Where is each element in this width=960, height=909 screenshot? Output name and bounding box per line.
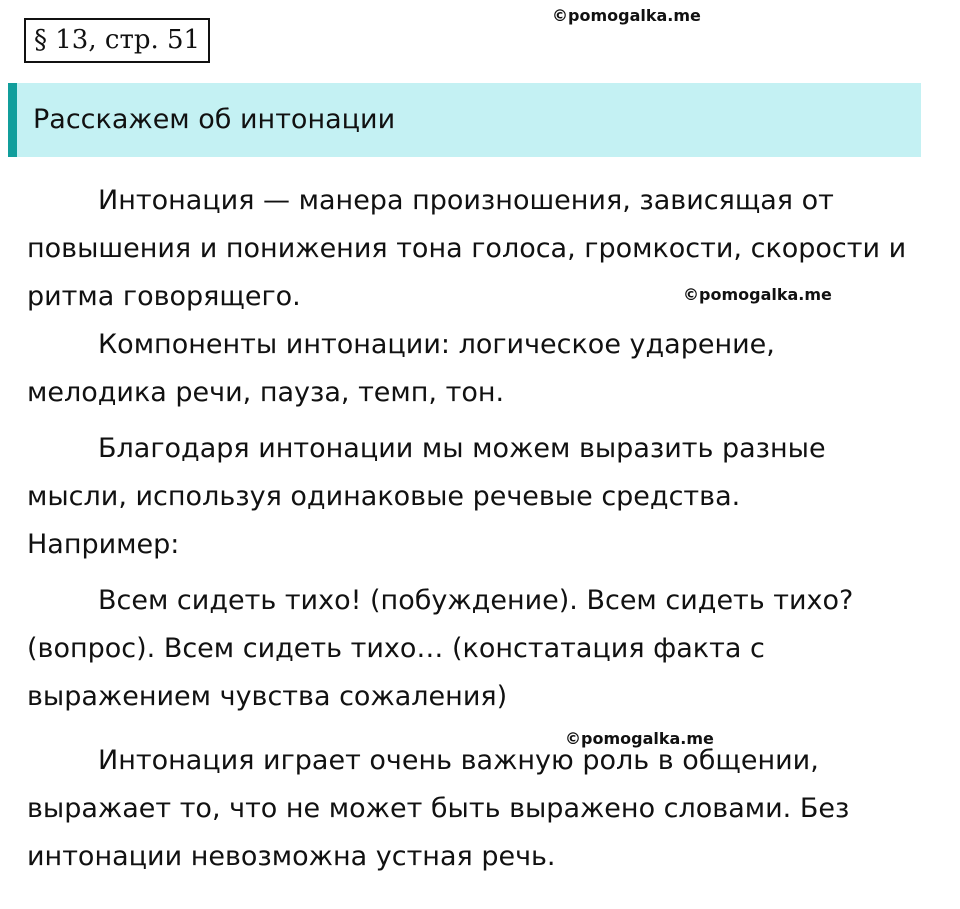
text-line: Интонация — манера произношения, зависящая от [98, 185, 834, 216]
paragraph-meaning [27, 425, 942, 569]
paragraph-definition [27, 177, 942, 321]
text-line: Всем сидеть тихо! (побуждение). Всем сидеть тихо? [98, 585, 854, 616]
paragraph-components [27, 321, 942, 417]
section-title: Расскажем об интонации [33, 104, 396, 135]
watermark-middle: ©pomogalka.me [683, 285, 832, 304]
paragraph-examples [27, 577, 942, 721]
body-text [27, 177, 942, 881]
text-line: Интонация играет очень важную роль в общении, [98, 745, 819, 776]
text-line: мысли, используя одинаковые речевые средства. [27, 481, 741, 512]
text-line: ритма говорящего. [27, 281, 301, 312]
watermark-lower: ©pomogalka.me [565, 729, 714, 748]
watermark-top: ©pomogalka.me [552, 6, 701, 25]
title-banner [8, 83, 921, 157]
section-page-label: § 13, стр. 51 [24, 18, 210, 63]
text-line: мелодика речи, пауза, темп, тон. [27, 377, 505, 408]
text-line: Компоненты интонации: логическое ударение, [98, 329, 775, 360]
text-line: Например: [27, 529, 180, 560]
text-line: выражает то, что не может быть выражено словами. Без [27, 793, 850, 824]
text-line: Благодаря интонации мы можем выразить разные [98, 433, 826, 464]
text-line: повышения и понижения тона голоса, громкости, скорости и [27, 233, 907, 264]
text-line: выражением чувства сожаления) [27, 681, 508, 712]
text-line: (вопрос). Всем сидеть тихо… (констатация факта с [27, 633, 765, 664]
paragraph-conclusion [27, 737, 942, 881]
text-line: интонации невозможна устная речь. [27, 841, 556, 872]
